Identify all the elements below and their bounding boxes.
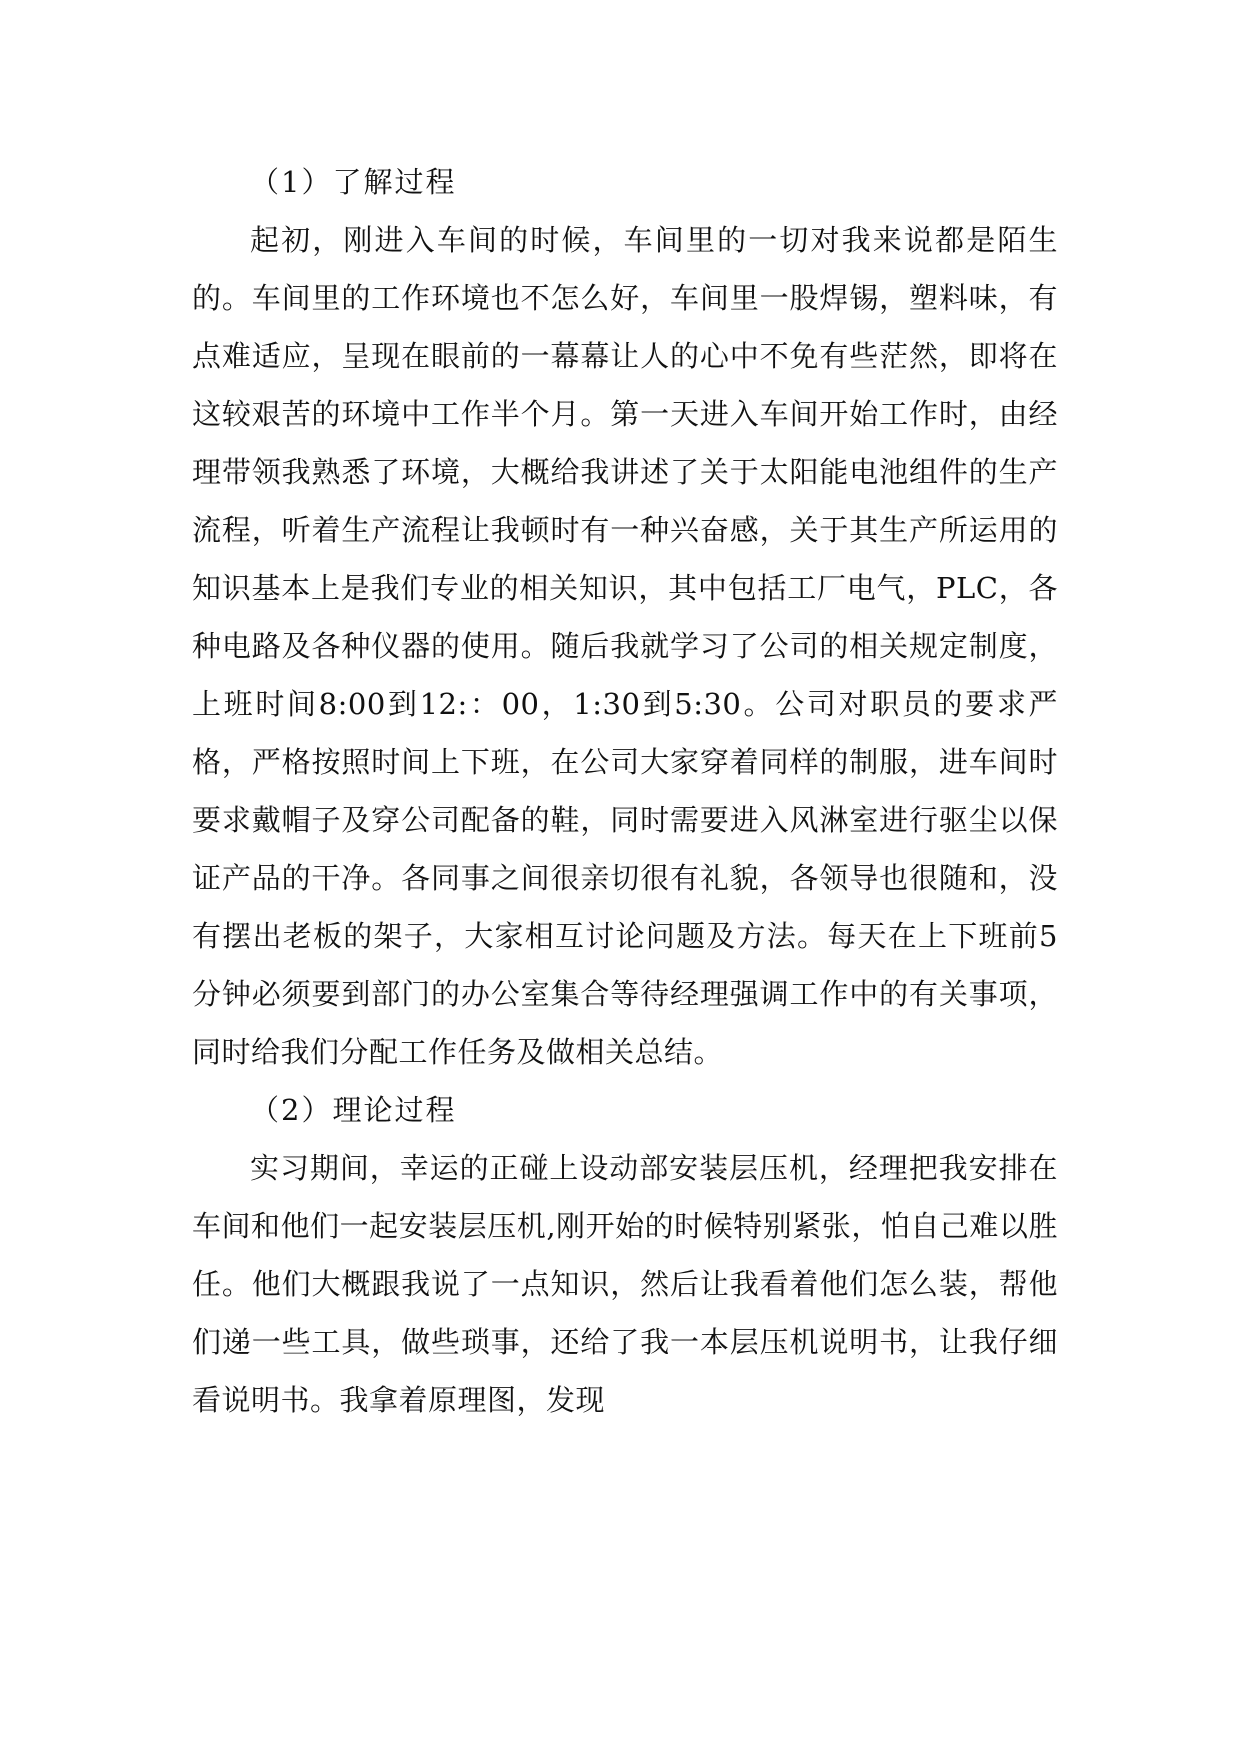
section-heading-understanding: （1）了解过程 [250,165,457,199]
section-heading-theory: （2）理论过程 [250,1093,457,1127]
section-paragraph-theory: 实习期间，幸运的正碰上设动部安装层压机，经理把我安排在车间和他们一起安装层压机,刚开始的时候特别紧张，怕自己难以胜任。他们大概跟我说了一点知识，然后让我看着他们怎么装，帮他们递一些工具，做些琐事，还给了我一本层压机说明书，让我仔细看说明书。我拿着原理图，发现 [192,1151,1058,1417]
section-paragraph-understanding: 起初，刚进入车间的时候，车间里的一切对我来说都是陌生的。车间里的工作环境也不怎么好，车间里一股焊锡，塑料味，有点难适应，呈现在眼前的一幕幕让人的心中不免有些茫然，即将在这较艰苦的环境中工作半个月。第一天进入车间开始工作时，由经理带领我熟悉了环境，大概给我讲述了关于太阳能电池组件的生产流程，听着生产流程让我顿时有一种兴奋感，关于其生产所运用的知识基本上是我们专业的相关知识，其中包括工厂电气，PLC，各种电路及各种仪器的使用。随后我就学习了公司的相关规定制度，上班时间8:00到12:：00，1:30到5:30。公司对职员的要求严格，严格按照时间上下班，在公司大家穿着同样的制服，进车间时要求戴帽子及穿公司配备的鞋，同时需要进入风淋室进行驱尘以保证产品的干净。各同事之间很亲切很有礼貌，各领导也很随和，没有摆出老板的架子，大家相互讨论问题及方法。每天在上下班前5分钟必须要到部门的办公室集合等待经理强调工作中的有关事项，同时给我们分配工作任务及做相关总结。 [192,223,1058,1069]
document-body [192,153,1058,1429]
